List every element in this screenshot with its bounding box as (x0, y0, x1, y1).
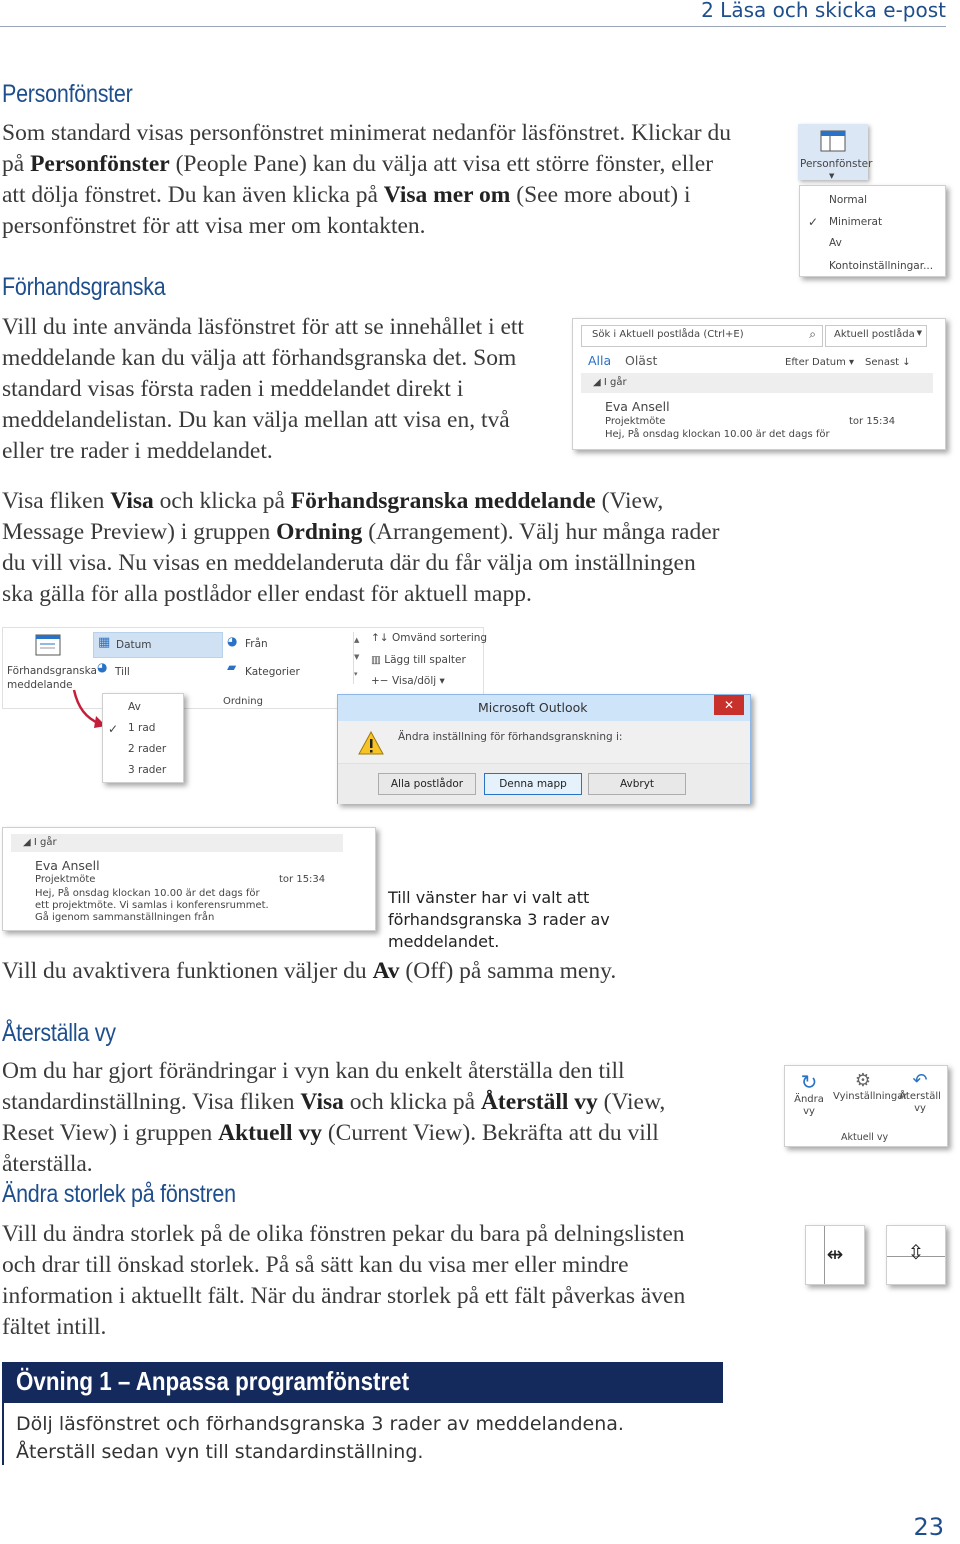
preview-line-3: Gå igenom sammanställningen från (35, 912, 215, 923)
heading-personfonster: Personfönster (2, 80, 133, 108)
running-head: 2 Läsa och skicka e-post (701, 0, 946, 22)
dropdown-item-3-rader[interactable]: 3 rader (128, 764, 167, 776)
chevron-down-icon: ▼ (916, 329, 922, 337)
heading-forhandsgranska: Förhandsgranska (2, 273, 166, 301)
refresh-icon: ↻ (800, 1070, 818, 1094)
exercise-rule (2, 1403, 4, 1465)
paragraph-andra-storlek: Vill du ändra storlek på de olika fönstren pekar du bara på delningslisten och drar till önskad storlek. På så sätt kan du visa mer eller mindre information i aktuellt fält. När du ändrar storlek på ett fält påverkas även fältet intill. (2, 1221, 686, 1340)
columns-icon: ▥ (371, 654, 381, 666)
close-icon[interactable]: ✕ (714, 695, 744, 715)
reverse-sort-command[interactable]: ↑↓ Omvänd sortering (371, 632, 488, 644)
paragraph-aterstalla-vy: Om du har gjort förändringar i vyn kan du enkelt återställa den till standardinställning. Visa fliken Visa och klicka på Återställ vy (View, Reset View) i gruppen Aktuell vy (Current View). Bekräfta att du vill återställa. (2, 1058, 666, 1177)
gear-icon: ⚙ (854, 1070, 872, 1091)
three-line-preview-screenshot (2, 827, 376, 931)
gallery-item-kategorier[interactable]: ▰ Kategorier (227, 660, 300, 678)
menu-item-normal[interactable]: Normal (829, 194, 867, 206)
preview-dropdown (102, 693, 184, 783)
current-view-group (784, 1065, 948, 1147)
paragraph-personfonster: Som standard visas personfönstret minimerat nedanför läsfönstret. Klickar du på Personfönster (People Pane) kan du välja att visa ett större fönster, eller att dölja fönstret. Du kan även klicka på Visa mer om (See more about) i personfönstret för att visa mer om kontakten. (2, 120, 731, 239)
exercise-text: Dölj läsfönstret och förhandsgranska 3 rader av meddelandena. Återställ sedan vyn till standardinställning. (16, 1413, 624, 1463)
people-pane-icon (820, 130, 846, 154)
message-time: tor 15:34 (279, 874, 326, 885)
dropdown-item-1-rad[interactable]: 1 rad (128, 722, 156, 734)
sort-order[interactable]: Senast ↓ (865, 357, 911, 368)
message-subject: Projektmöte (35, 874, 96, 885)
group-label-ordning: Ordning (223, 696, 263, 707)
dialog-title: Microsoft Outlook (478, 700, 588, 715)
preview-line-2: ett projektmöte. Vi samlas i konferensrummet. (35, 900, 269, 911)
gallery-item-fran[interactable]: ◕ Från (227, 634, 268, 650)
page-number: 23 (913, 1513, 944, 1541)
message-sender: Eva Ansell (605, 399, 670, 414)
change-view-button[interactable]: ↻ Ändra vy (789, 1070, 829, 1130)
scope-select[interactable]: Aktuell postlåda ▼ (825, 325, 927, 347)
message-sender: Eva Ansell (35, 858, 100, 873)
horizontal-resize-cursor (805, 1225, 865, 1285)
group-header: ◢ I går (581, 373, 933, 393)
menu-item-minimerat[interactable]: Minimerat (829, 216, 883, 228)
people-pane-button[interactable] (798, 124, 873, 180)
menu-item-av[interactable]: Av (829, 237, 842, 249)
gallery-item-till[interactable]: ◕ Till (97, 660, 130, 678)
this-folder-button[interactable]: Denna mapp (484, 773, 582, 795)
people-pane-menu (799, 185, 946, 277)
message-subject: Projektmöte (605, 416, 666, 427)
resize-horizontal-icon: ⇹ (826, 1242, 844, 1266)
figure-caption: Till vänster har vi valt att förhandsgranska 3 rader av meddelandet. (388, 888, 610, 951)
calendar-icon: ▦ (98, 635, 111, 650)
add-columns-command[interactable]: ▥ Lägg till spalter (371, 654, 466, 666)
gallery-scroll[interactable]: ▲ ▼ ▾ (353, 632, 364, 684)
paragraph-forhandsgranska-3: Vill du avaktivera funktionen väljer du Av (Off) på samma meny. (2, 958, 617, 984)
dropdown-item-2-rader[interactable]: 2 rader (128, 743, 167, 755)
check-icon: ✓ (108, 722, 119, 736)
sort-by[interactable]: Efter Datum ▾ (785, 357, 855, 368)
reset-view-button[interactable]: ↶ Återställ vy (897, 1070, 943, 1130)
dropdown-item-av[interactable]: Av (128, 701, 141, 713)
person-icon: ◕ (227, 634, 238, 648)
all-mailboxes-button[interactable]: Alla postlådor (378, 773, 476, 795)
heading-aterstalla-vy: Återställa vy (2, 1019, 116, 1047)
view-settings-button[interactable]: ⚙ Vyinställningar (833, 1070, 908, 1102)
filter-unread[interactable]: Oläst (625, 353, 658, 368)
heading-andra-storlek: Ändra storlek på fönstren (2, 1180, 236, 1208)
undo-icon: ↶ (912, 1070, 928, 1091)
paragraph-forhandsgranska-2: Visa fliken Visa och klicka på Förhandsgranska meddelande (View, Message Preview) i gruppen Ordning (Arrangement). Välj hur många rader du vill visa. Nu visas en meddelanderuta där du får välja om inställningen ska gälla för alla postlådor eller endast för aktuell mapp. (2, 488, 720, 607)
message-preview-icon (35, 634, 61, 656)
message-preview: Hej, På onsdag klockan 10.00 är det dags för (605, 429, 830, 440)
search-input[interactable]: Sök i Aktuell postlåda (Ctrl+E) (592, 329, 744, 340)
preview-button[interactable]: Förhandsgranska meddelande (3, 628, 91, 690)
filter-all[interactable]: Alla (588, 353, 612, 368)
expand-collapse-command[interactable]: +− Visa/dölj ▾ (371, 675, 445, 687)
warning-icon (358, 731, 384, 755)
message-list-screenshot (572, 318, 946, 450)
search-icon: ⌕ (809, 327, 816, 341)
menu-item-kontoinstallningar[interactable]: Kontoinställningar... (829, 260, 934, 272)
gallery-item-datum[interactable]: ▦ Datum (93, 632, 223, 658)
resize-vertical-icon: ⇳ (907, 1240, 925, 1264)
sort-arrows-icon: ↑↓ (371, 632, 389, 644)
people-pane-label: Personfönster (800, 158, 873, 170)
group-header: ◢ I går (11, 834, 343, 852)
search-box[interactable] (581, 325, 823, 347)
paragraph-forhandsgranska-1: Vill du inte använda läsfönstret för att se innehållet i ett meddelande kan du välja att förhandsgranska det. Som standard visas första raden i meddelandet direkt i meddelandelistan. Du kan välja mellan att visa en, två eller tre rader i meddelandet. (2, 314, 524, 464)
exercise-title: Övning 1 – Anpassa programfönstret (16, 1366, 410, 1396)
message-time: tor 15:34 (849, 416, 896, 427)
expand-icon: +− (371, 675, 389, 687)
chevron-down-icon: ▼ (829, 172, 835, 180)
dialog-microsoft-outlook (337, 694, 751, 804)
cancel-button[interactable]: Avbryt (588, 773, 686, 795)
dialog-message: Ändra inställning för förhandsgranskning i: (398, 731, 623, 743)
group-label-aktuell-vy: Aktuell vy (841, 1132, 889, 1143)
check-icon: ✓ (808, 215, 819, 229)
tag-icon: ▰ (227, 660, 237, 674)
preview-line-1: Hej, På onsdag klockan 10.00 är det dags för (35, 888, 260, 899)
header-rule (0, 26, 946, 27)
vertical-resize-cursor (886, 1225, 946, 1285)
dialog-titlebar (338, 695, 750, 721)
person-icon: ◕ (97, 660, 108, 674)
